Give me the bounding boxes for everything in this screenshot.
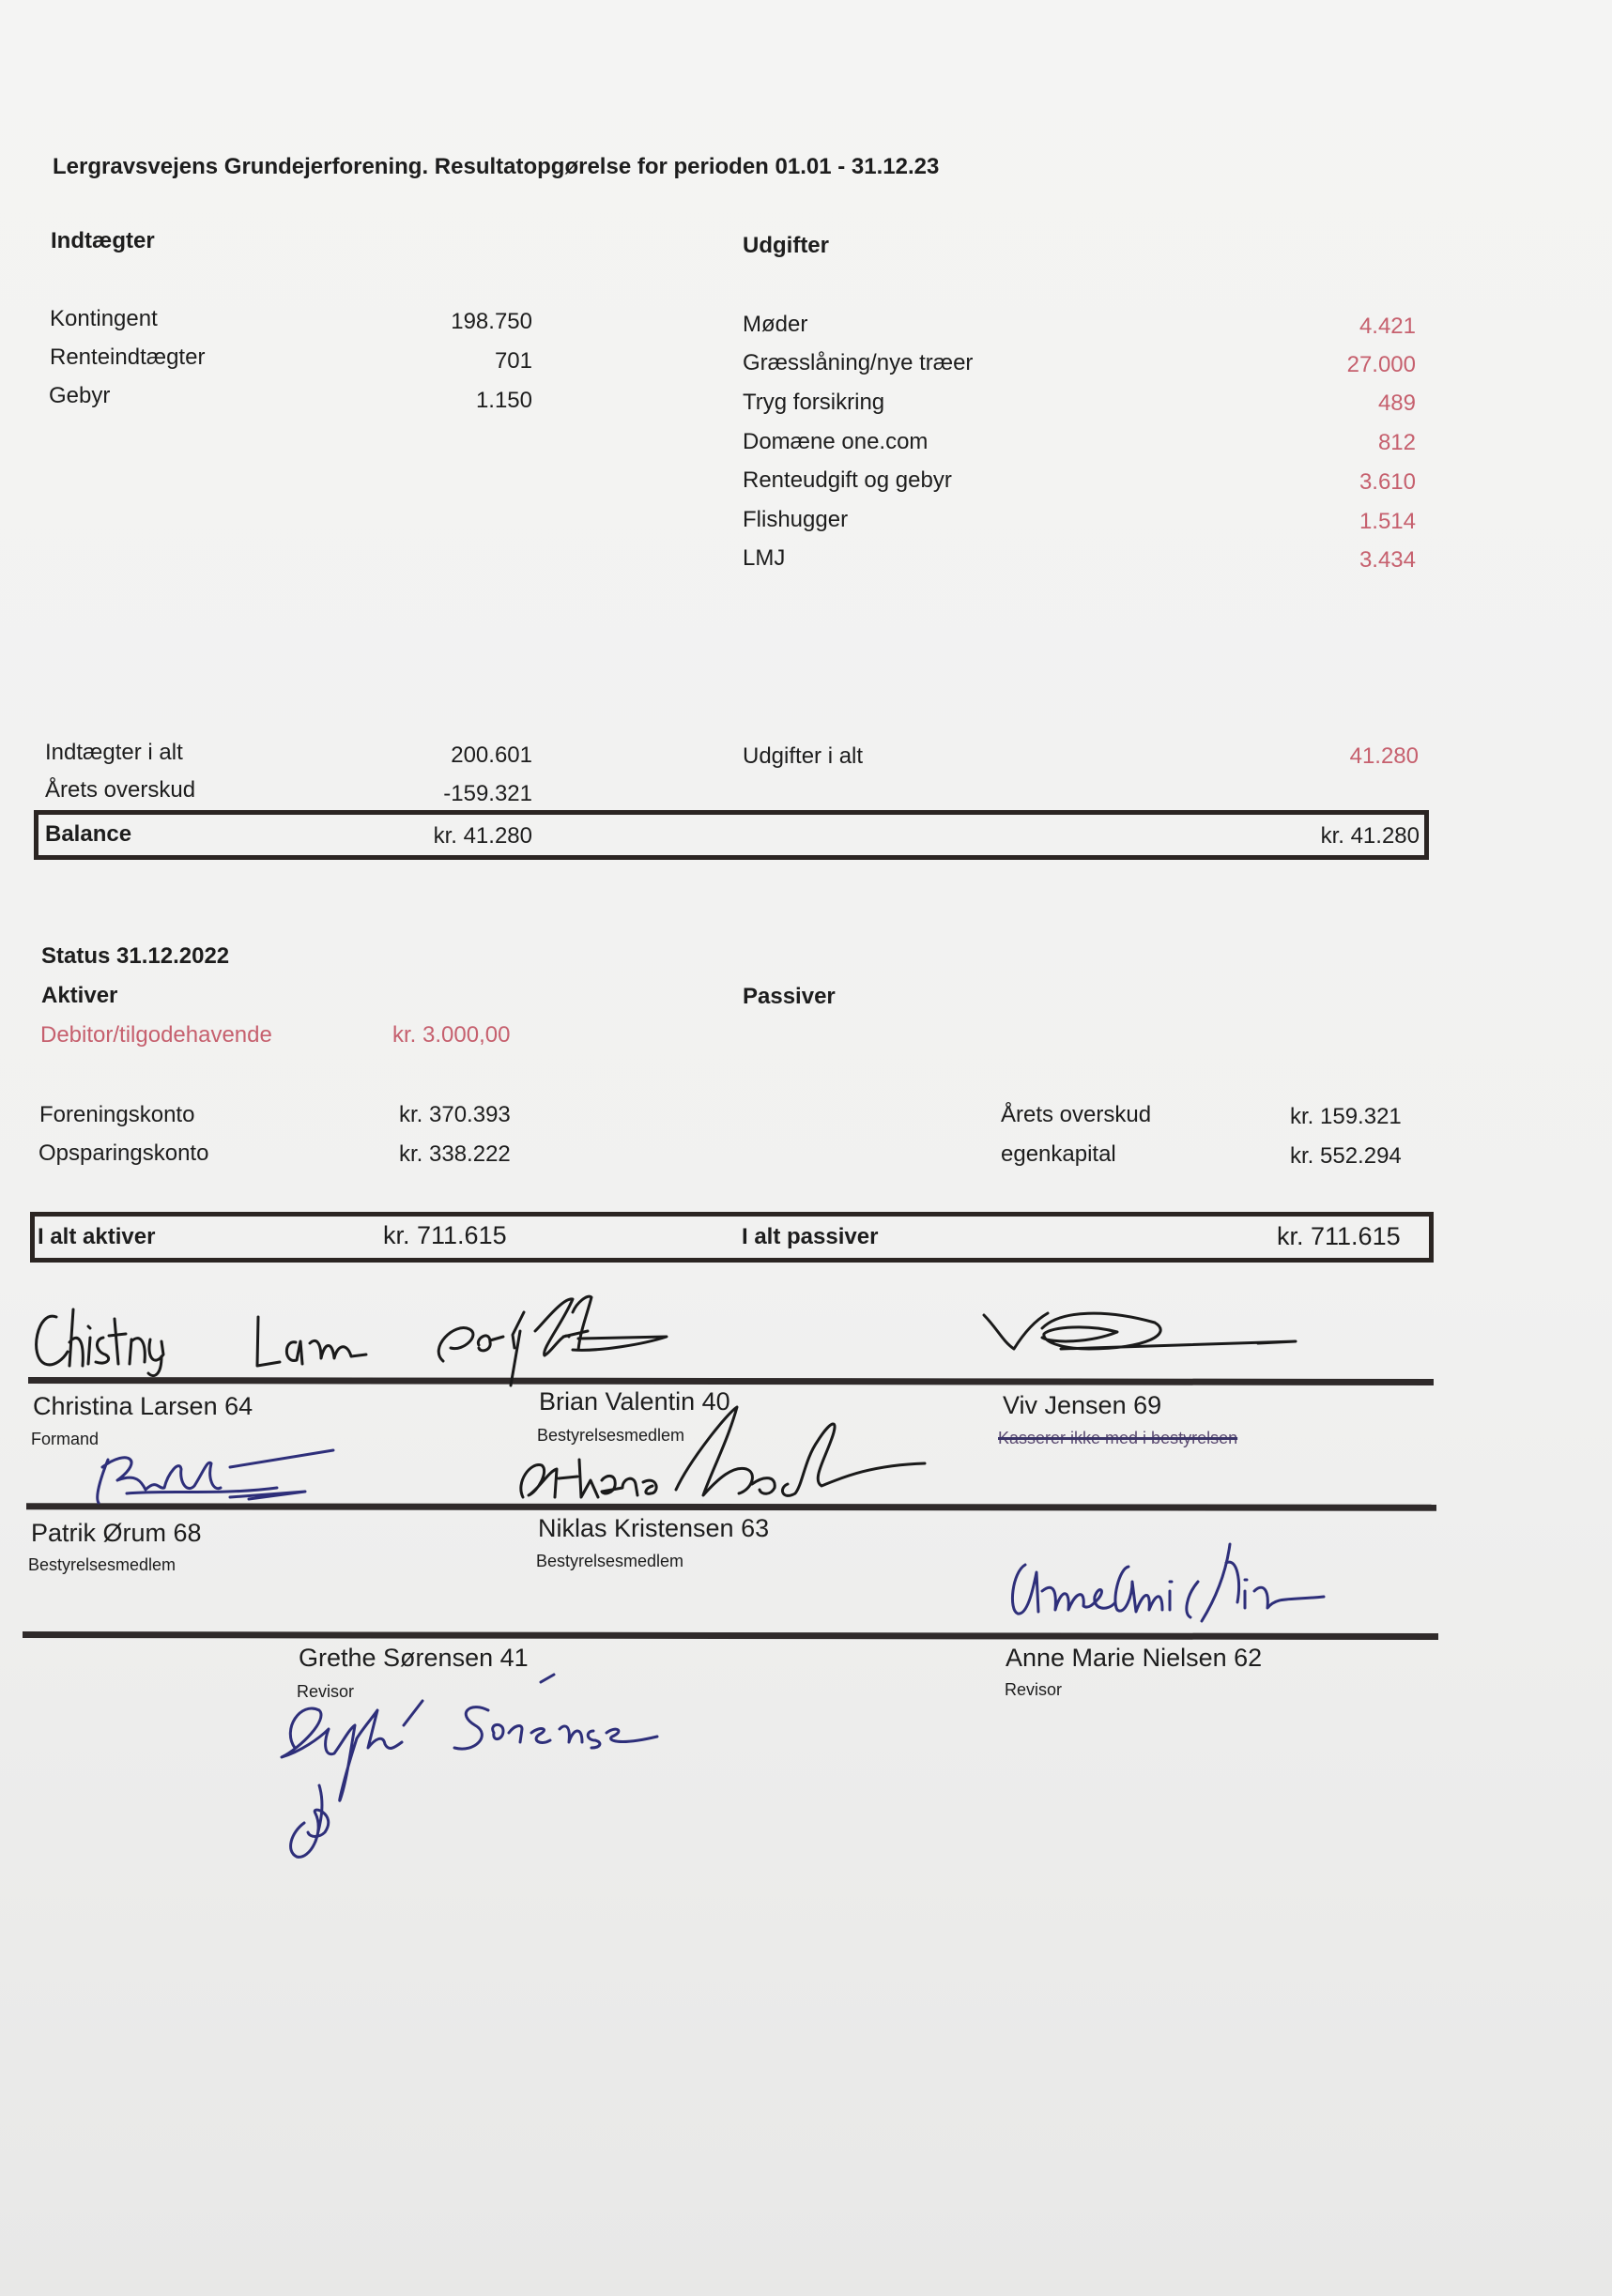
signature-viv-jensen	[976, 1300, 1314, 1375]
signature-grethe-soerensen	[263, 1673, 676, 1860]
income-label-gebyr: Gebyr	[49, 383, 111, 408]
expense-label-domaene: Domæne one.com	[743, 429, 929, 454]
income-value-kontingent: 198.750	[451, 309, 532, 334]
signatory-name-niklas: Niklas Kristensen 63	[538, 1514, 770, 1542]
income-label-kontingent: Kontingent	[50, 306, 158, 331]
debtor-label: Debitor/tilgodehavende	[40, 1024, 272, 1047]
expense-value-graesslaaning: 27.000	[1346, 352, 1416, 377]
liability-label-egenkapital: egenkapital	[1001, 1141, 1116, 1167]
asset-value-opsparingskonto: kr. 338.222	[399, 1141, 511, 1167]
income-value-renteindtaegter: 701	[494, 348, 532, 374]
assets-heading: Aktiver	[41, 983, 118, 1008]
signature-anne-marie-nielsen	[1005, 1535, 1399, 1629]
liabilities-heading: Passiver	[743, 984, 836, 1009]
signature-line-3	[23, 1631, 1438, 1640]
income-total-label: Indtægter i alt	[45, 740, 183, 765]
expenses-total-label: Udgifter i alt	[743, 743, 864, 769]
expense-value-renteudgift: 3.610	[1359, 469, 1416, 495]
signature-christina-larsen	[28, 1300, 385, 1380]
income-value-gebyr: 1.150	[475, 388, 532, 413]
asset-label-foreningskonto: Foreningskonto	[39, 1102, 195, 1127]
signatory-role-viv-struck: Kasserer ikke med i bestyrelsen	[998, 1429, 1238, 1447]
surplus-label: Årets overskud	[45, 777, 196, 803]
total-assets-label: I alt aktiver	[38, 1224, 156, 1249]
asset-label-opsparingskonto: Opsparingskonto	[38, 1140, 209, 1166]
liability-value-aarets-overskud: kr. 159.321	[1290, 1104, 1402, 1129]
signatory-role-christina: Formand	[31, 1430, 100, 1448]
balance-right-value: kr. 41.280	[1320, 823, 1420, 849]
expense-label-renteudgift: Renteudgift og gebyr	[743, 467, 952, 493]
expenses-heading: Udgifter	[743, 233, 829, 258]
signatory-role-niklas: Bestyrelsesmedlem	[536, 1552, 684, 1570]
signatory-name-patrik: Patrik Ørum 68	[31, 1519, 202, 1547]
expenses-total-value: 41.280	[1349, 743, 1419, 769]
signatory-name-viv: Viv Jensen 69	[1003, 1391, 1162, 1419]
document-title: Lergravsvejens Grundejerforening. Resultatopgørelse for perioden 01.01 - 31.12.23	[53, 154, 940, 179]
signatory-name-anne: Anne Marie Nielsen 62	[1006, 1644, 1263, 1672]
income-total-value: 200.601	[451, 742, 532, 768]
status-heading: Status 31.12.2022	[41, 943, 230, 969]
signature-niklas-kristensen	[512, 1403, 934, 1511]
liability-value-egenkapital: kr. 552.294	[1290, 1143, 1402, 1169]
balance-label: Balance	[45, 821, 132, 847]
expense-value-moeder: 4.421	[1359, 314, 1416, 339]
expense-label-moeder: Møder	[743, 312, 808, 337]
signatory-role-brian: Bestyrelsesmedlem	[537, 1426, 685, 1445]
income-heading: Indtægter	[51, 228, 155, 253]
signatory-role-patrik: Bestyrelsesmedlem	[28, 1555, 177, 1574]
expense-value-lmj: 3.434	[1359, 547, 1416, 573]
expense-value-flishugger: 1.514	[1359, 509, 1416, 534]
signature-brian-valentin	[422, 1293, 723, 1392]
debtor-value: kr. 3.000,00	[392, 1022, 511, 1048]
totals-box	[30, 1212, 1434, 1263]
asset-value-foreningskonto: kr. 370.393	[399, 1102, 511, 1127]
expense-label-tryg-forsikring: Tryg forsikring	[743, 390, 885, 415]
signatory-name-christina: Christina Larsen 64	[33, 1392, 253, 1420]
signatory-role-anne: Revisor	[1005, 1680, 1063, 1699]
expense-value-tryg-forsikring: 489	[1377, 390, 1416, 416]
signatory-name-brian: Brian Valentin 40	[539, 1387, 730, 1416]
signatory-name-grethe: Grethe Sørensen 41	[299, 1644, 529, 1672]
expense-label-flishugger: Flishugger	[743, 507, 849, 532]
income-label-renteindtaegter: Renteindtægter	[50, 344, 206, 370]
total-liabilities-value: kr. 711.615	[1277, 1222, 1401, 1250]
surplus-value: -159.321	[443, 781, 532, 806]
total-assets-value: kr. 711.615	[383, 1221, 507, 1249]
expense-label-lmj: LMJ	[743, 545, 786, 571]
balance-left-value: kr. 41.280	[433, 823, 532, 849]
signatory-role-grethe: Revisor	[297, 1682, 355, 1701]
expense-value-domaene: 812	[1377, 430, 1416, 455]
expense-label-graesslaaning: Græsslåning/nye træer	[743, 350, 974, 375]
signature-patrik-orum	[89, 1441, 343, 1516]
total-liabilities-label: I alt passiver	[742, 1224, 879, 1249]
liability-label-aarets-overskud: Årets overskud	[1001, 1102, 1152, 1127]
